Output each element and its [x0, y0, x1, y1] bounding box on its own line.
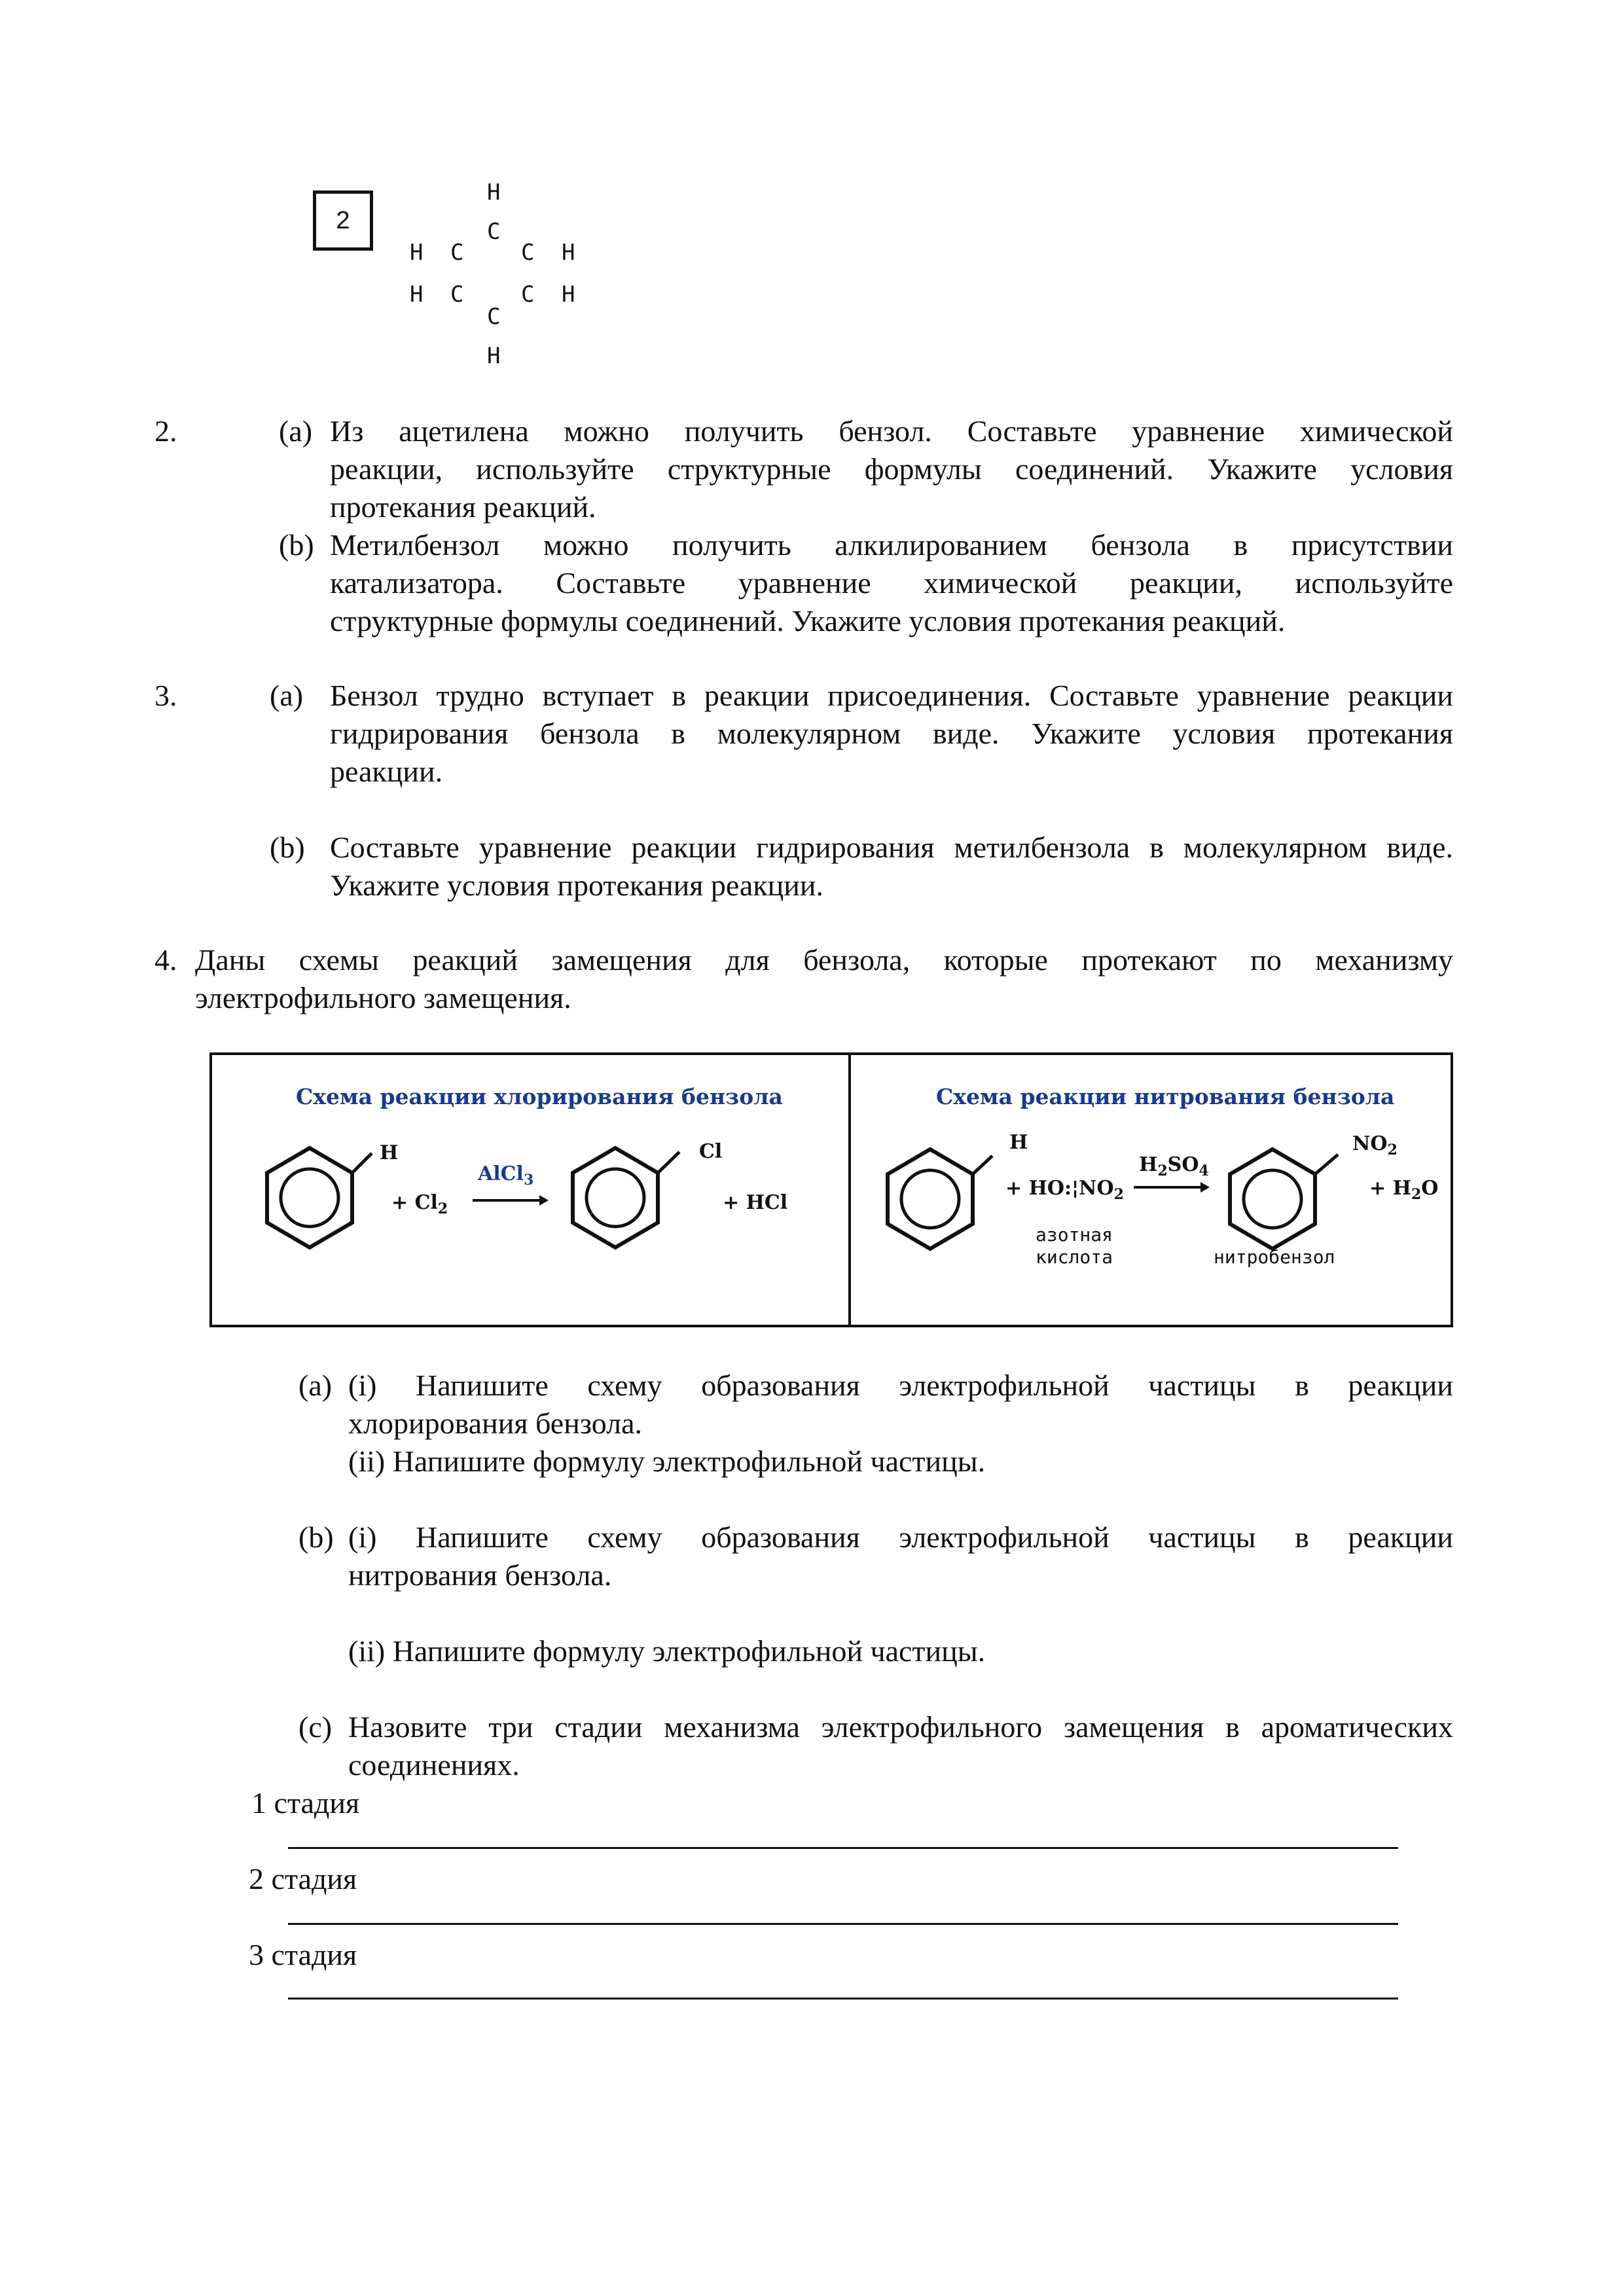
answer-line[interactable]	[288, 1847, 1398, 1849]
question-text: Назовите три стадии механизма электрофильного замещения в ароматических	[348, 1710, 1453, 1744]
catalyst-label	[478, 1162, 533, 1192]
question-text: (ii) Напишите формулу электрофильной частицы.	[348, 1634, 986, 1668]
atom-label: H	[562, 281, 575, 308]
question-text: гидрирования бензола в молекулярном виде. Укажите условия протекания	[330, 717, 1453, 750]
reagent-text: + HO:¦NO	[1005, 1177, 1114, 1200]
reaction-arrow-icon	[1132, 1179, 1211, 1195]
answer-line[interactable]	[288, 1998, 1398, 2000]
stage-label: 3 стадия	[249, 1938, 357, 1971]
question-number: 4.	[154, 943, 177, 977]
subscript: 2	[1113, 1186, 1124, 1203]
atom-label: C	[487, 304, 501, 330]
nitro-text: NO	[1352, 1132, 1388, 1155]
question-text: (i) Напишите схему образования электрофильной частицы в реакции	[348, 1520, 1453, 1554]
benzene-ring-icon	[881, 1141, 999, 1266]
atom-label: C	[450, 281, 464, 308]
question-text: реакции, используйте структурные формулы соединений. Укажите условия	[330, 452, 1453, 486]
scheme-title: Схема реакции хлорирования бензола	[296, 1084, 783, 1109]
subquestion-label: (b)	[298, 1520, 334, 1554]
atom-label: H	[410, 281, 424, 308]
benzene-ring-icon	[261, 1140, 378, 1265]
subquestion-label: (b)	[270, 831, 305, 864]
reagent-cl2	[391, 1191, 448, 1221]
product-hcl: + HCl	[723, 1191, 788, 1214]
question-text: Составьте уравнение реакции гидрирования метилбензола в молекулярном виде.	[330, 831, 1453, 864]
chlorobenzene-ring-icon	[563, 1140, 687, 1265]
water-text: + H	[1369, 1177, 1411, 1200]
atom-label: H	[487, 179, 501, 206]
reagent-nitric-acid	[1005, 1177, 1124, 1206]
subscript: 2	[1411, 1186, 1422, 1203]
answer-line[interactable]	[288, 1923, 1398, 1925]
subscript: 4	[1199, 1162, 1209, 1179]
hydrogen-label: H	[1009, 1131, 1028, 1154]
question-number: 2.	[154, 414, 177, 448]
subscript: 2	[1157, 1162, 1168, 1179]
question-number: 3.	[154, 679, 177, 712]
atom-label: H	[487, 343, 501, 369]
question-text: Из ацетилена можно получить бензол. Составьте уравнение химической	[330, 414, 1453, 448]
water-text: O	[1421, 1177, 1439, 1200]
question-text: Укажите условия протекания реакции.	[330, 869, 823, 902]
question-text: структурные формулы соединений. Укажите условия протекания реакций.	[330, 604, 1286, 637]
question-text: реакции.	[330, 755, 443, 788]
subquestion-label: (a)	[298, 1369, 333, 1402]
atom-label: H	[562, 240, 575, 266]
question-text: электрофильного замещения.	[195, 981, 571, 1014]
catalyst-text: H	[1139, 1153, 1158, 1176]
catalyst-text: AlCl	[478, 1162, 524, 1185]
question-text: катализатора. Составьте уравнение химической реакции, используйте	[330, 566, 1453, 600]
atom-label: C	[450, 240, 464, 266]
catalyst-label	[1139, 1153, 1209, 1183]
chlorine-label: Cl	[699, 1140, 723, 1163]
atom-label: C	[487, 219, 501, 245]
scheme-title: Схема реакции нитрования бензола	[936, 1084, 1395, 1109]
catalyst-text: SO	[1167, 1153, 1199, 1176]
subscript: 2	[437, 1200, 448, 1217]
nitro-group-label	[1352, 1132, 1398, 1162]
question-text: нитрования бензола.	[348, 1558, 612, 1592]
acid-name-label: кислота	[1036, 1246, 1113, 1268]
question-text: (ii) Напишите формулу электрофильной частицы.	[348, 1444, 986, 1478]
stage-label: 1 стадия	[251, 1786, 360, 1820]
reaction-arrow-icon	[471, 1193, 550, 1208]
scheme-divider	[848, 1052, 851, 1327]
question-text: Даны схемы реакций замещения для бензола, которые протекают по механизму	[195, 943, 1453, 977]
atom-label: C	[521, 240, 535, 266]
atom-label: C	[521, 281, 535, 308]
question-text: хлорирования бензола.	[348, 1407, 642, 1440]
subquestion-label: (b)	[279, 528, 314, 562]
question-text: Метилбензол можно получить алкилированием бензола в присутствии	[330, 528, 1453, 562]
product-name-label: нитробензол	[1214, 1246, 1335, 1268]
question-text: протекания реакций.	[330, 490, 596, 524]
hydrogen-label: H	[380, 1141, 399, 1164]
question-text: (i) Напишите схему образования электрофильной частицы в реакции	[348, 1369, 1453, 1402]
subquestion-label: (c)	[298, 1710, 333, 1744]
subquestion-label: (a)	[279, 414, 313, 448]
subscript: 2	[1387, 1141, 1398, 1158]
reagent-text: + Cl	[391, 1191, 438, 1214]
stage-label: 2 стадия	[249, 1862, 357, 1895]
question-text: Бензол трудно вступает в реакции присоединения. Составьте уравнение реакции	[330, 679, 1453, 712]
product-water	[1369, 1177, 1438, 1206]
subscript: 3	[523, 1172, 534, 1189]
question-text: соединениях.	[348, 1748, 520, 1782]
subquestion-label: (a)	[270, 679, 304, 712]
acid-name-label: азотная	[1036, 1224, 1113, 1246]
atom-label: H	[410, 240, 424, 266]
figure-number-box: 2	[313, 190, 373, 251]
